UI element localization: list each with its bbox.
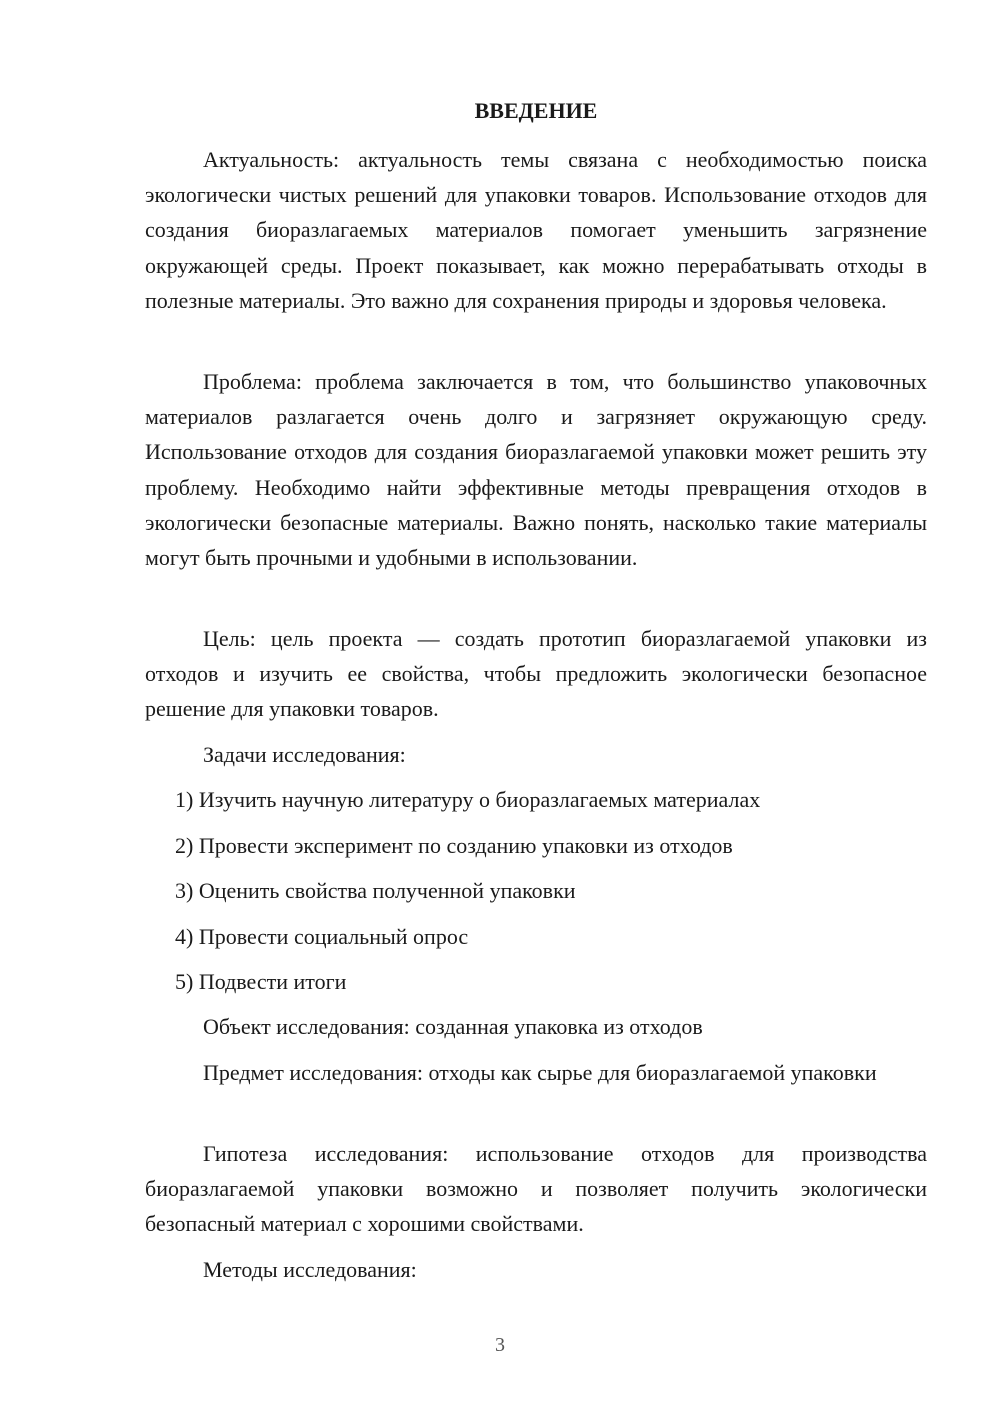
page-title: ВВЕДЕНИЕ xyxy=(474,98,598,123)
tasks-heading: Задачи исследования: xyxy=(203,742,406,767)
list-item: 2) Провести эксперимент по созданию упаковки из отходов xyxy=(175,833,733,858)
page-number: 3 xyxy=(495,1334,505,1356)
relevance-paragraph: Актуальность: актуальность темы связана с необходимостью поиска экологически чистых решений для упаковки товаров. Использование отходов для создания биоразлагаемых материалов помогает уменьшить загрязнение окружающей среды. Проект показывает, как можно перерабатывать отходы в полезные материалы. Это важно для сохранения природы и здоровья человека. xyxy=(145,147,927,313)
goal-paragraph: Цель: цель проекта — создать прототип биоразлагаемой упаковки из отходов и изучить ее свойства, чтобы предложить экологически безопасное решение для упаковки товаров. xyxy=(145,626,927,722)
list-item: 4) Провести социальный опрос xyxy=(175,924,469,949)
subject-paragraph: Предмет исследования: отходы как сырье для биоразлагаемой упаковки xyxy=(203,1060,877,1085)
list-item: 5) Подвести итоги xyxy=(175,969,347,994)
problem-paragraph: Проблема: проблема заключается в том, что большинство упаковочных материалов разлагается очень долго и загрязняет окружающую среду. Использование отходов для создания биоразлагаемой упаковки может решить эту проблему. Необходимо найти эффективные методы превращения отходов в экологически безопасные материалы. Важно понять, насколько такие материалы могут быть прочными и удобными в использовании. xyxy=(145,369,927,571)
research-object: Объект исследования: созданная упаковка из отходов xyxy=(203,1014,703,1039)
list-item: 3) Оценить свойства полученной упаковки xyxy=(175,878,576,903)
methods-heading: Методы исследования: xyxy=(203,1257,417,1282)
list-item: 1) Изучить научную литературу о биоразлагаемых материалах xyxy=(175,787,761,812)
hypothesis-paragraph: Гипотеза исследования: использование отходов для производства биоразлагаемой упаковки возможно и позволяет получить экологически безопасный материал с хорошими свойствами. xyxy=(145,1141,927,1237)
